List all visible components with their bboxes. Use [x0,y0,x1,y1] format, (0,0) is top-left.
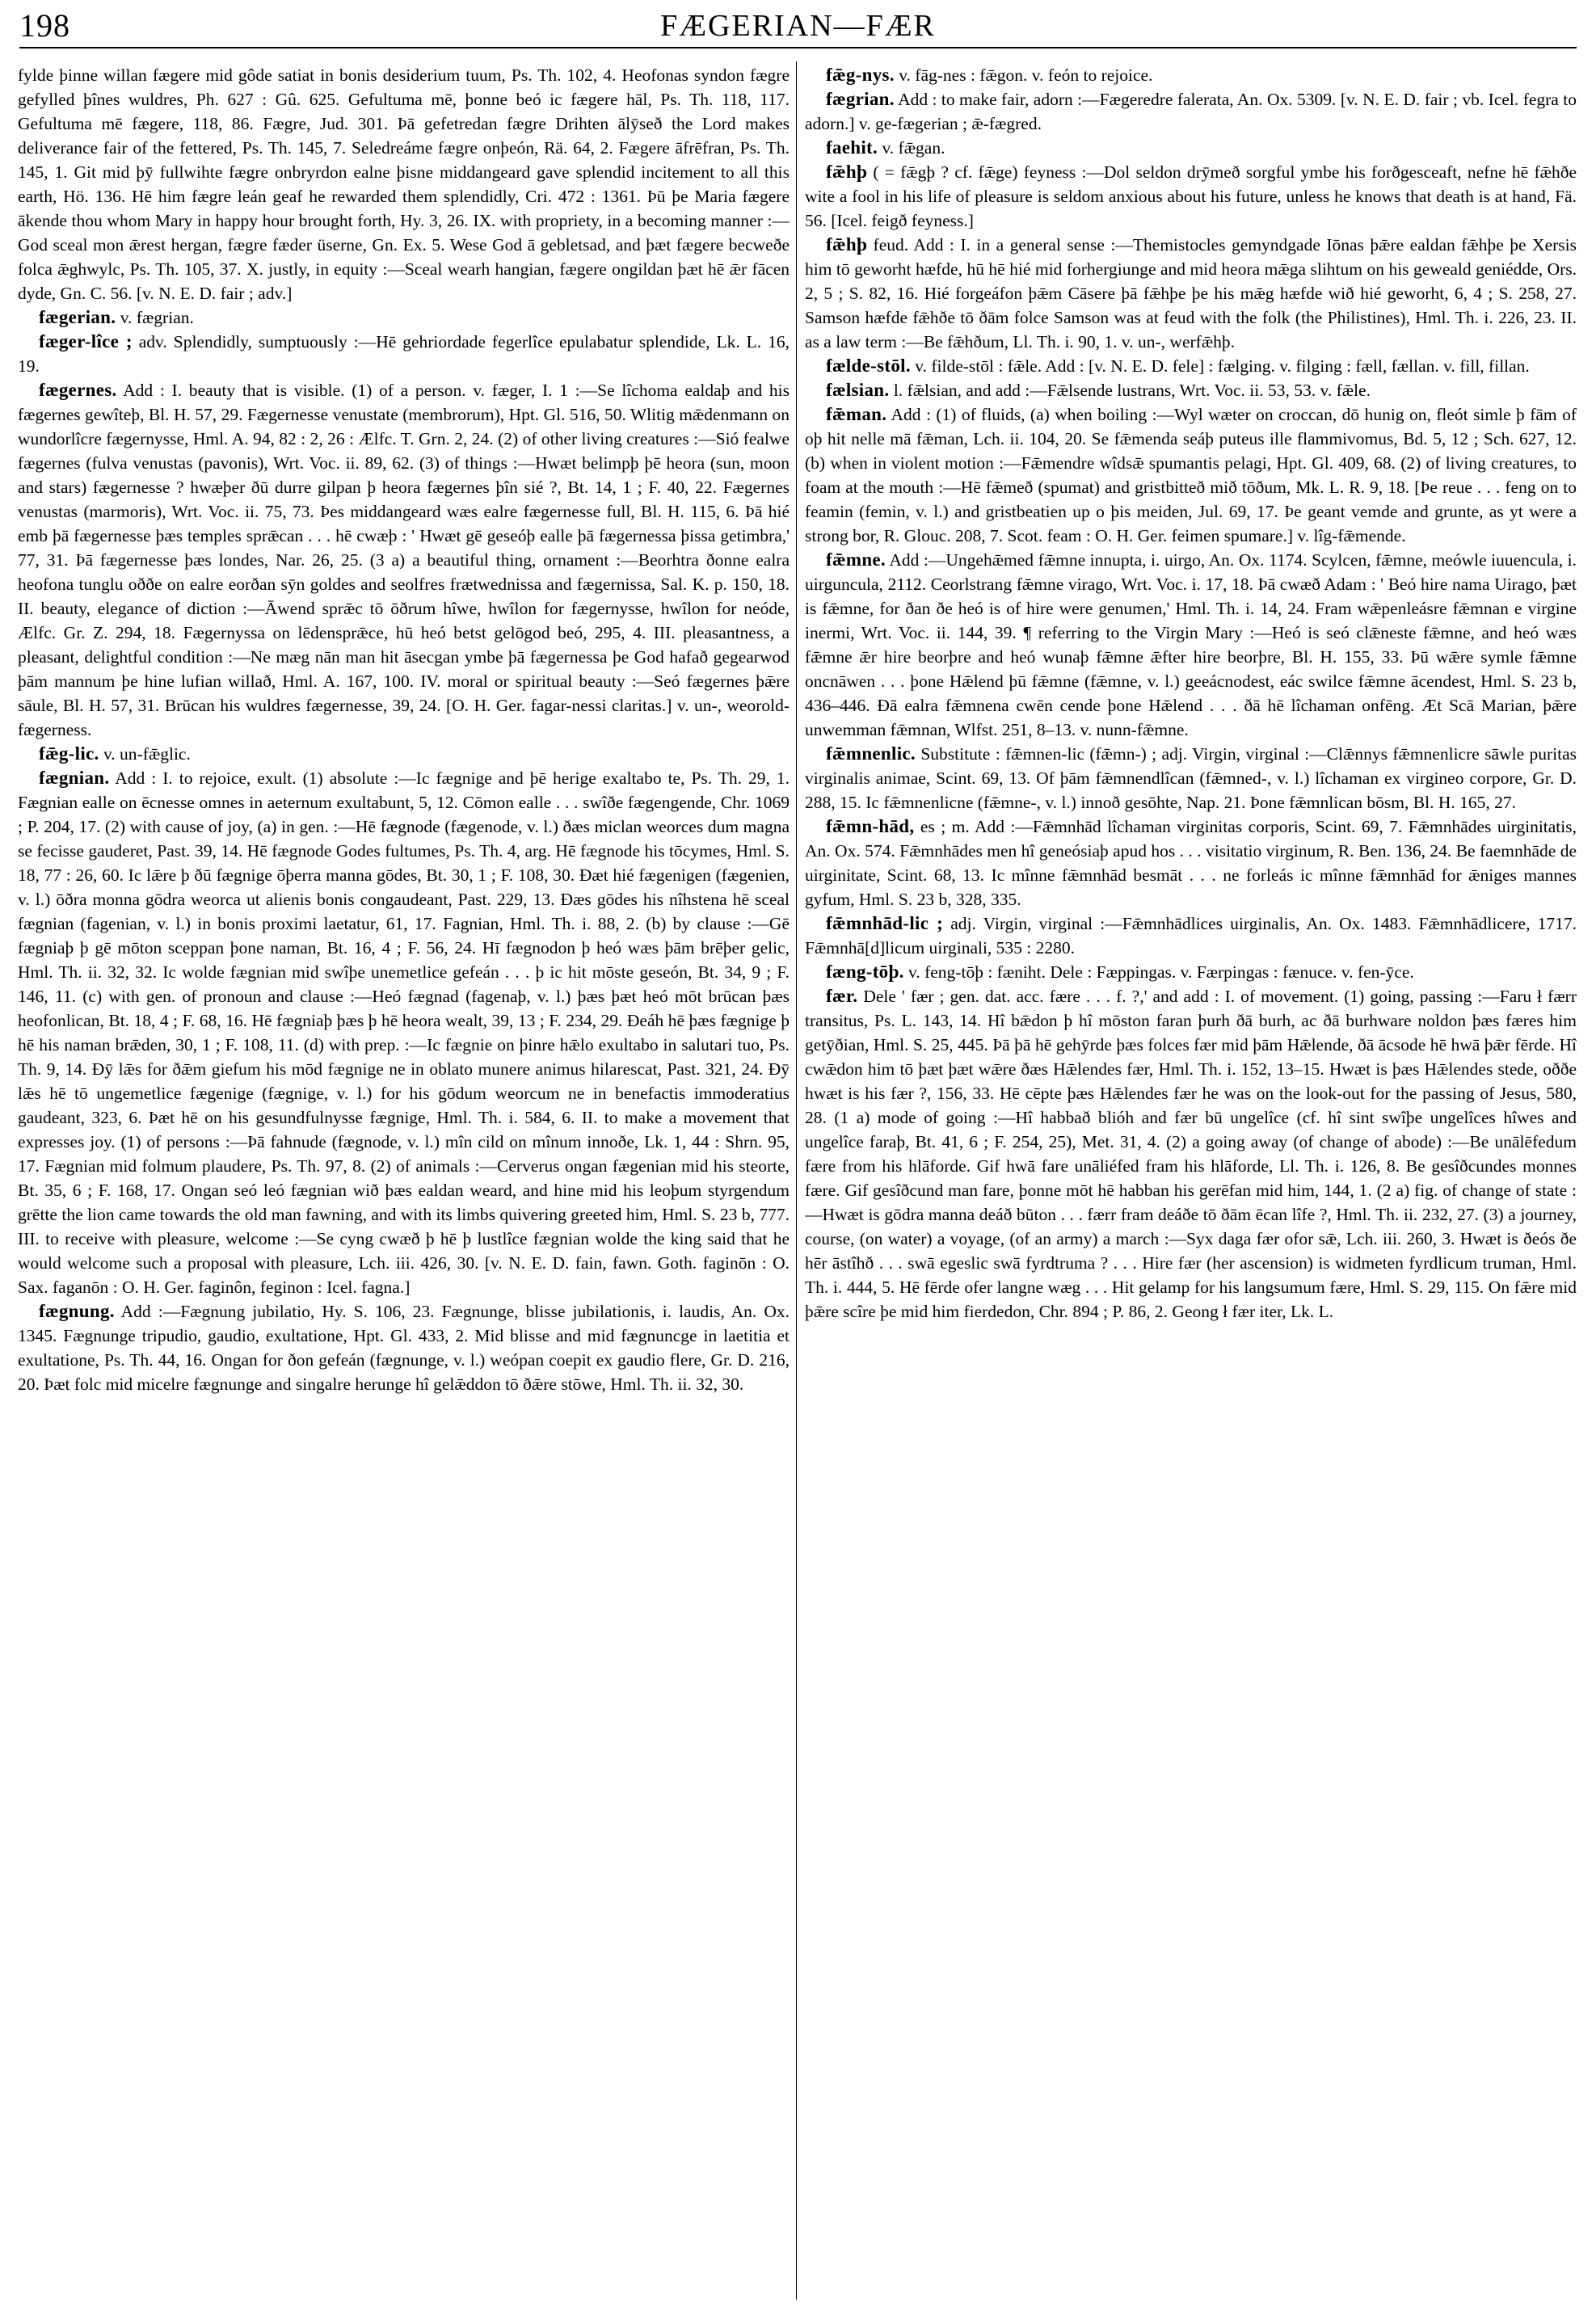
dictionary-entry [18,378,790,742]
entry-headword: fægrian. [826,89,895,109]
entry-text: adj. Virgin, virginal :—Fǣmnhādlices uirginalis, An. Ox. 1483. Fǣmnhādlicere, 1717. Fǣmnhā[d]licum uirginali, 535 : 2280. [805,914,1577,958]
entry-headword: fǣmne. [826,549,886,570]
entry-headword: fǣhþ [826,162,868,182]
dictionary-entry [805,402,1577,548]
entry-text: v. fǣgan. [882,138,945,158]
entry-headword: fæng-tōþ. [826,962,904,982]
entry-headword: fægernes. [39,380,117,400]
entry-text: feud. Add : I. in a general sense :—Themistocles gemyndgade Iōnas þǣre ealdan fǣhþe þe Xersis him tō geworht hæfde, hū hē hié mid forhergiunge and mid heora mǣga slihtum on his geweald geniédde, Ors. 2, 5 ; S. 82, 16. Hié forgeáfon þǣm Cāsere þā fǣhþe þe his mǣg hæfde wið hié geworht, 6, 4 ; S. 258, 27. Samson hæfde fǣhðe tō ðām folce Samson was at feud with the folk (the Philistines), Hml. Th. i. 226, 23. II. as a law term :—Be fǣhðum, Ll. Th. i. 90, 1. v. un-, werfǣhþ. [805,235,1577,351]
entry-text: v. filde-stōl : fǣle. Add : [v. N. E. D. fele] : fælging. v. filging : fæll, fællan. v. fill, fillan. [915,356,1530,376]
entry-headword: fægnung. [39,1301,115,1321]
entry-text: Add : to make fair, adorn :—Fægeredre falerata, An. Ox. 5309. [v. N. E. D. fair ; vb. Icel. fegra to adorn.] v. ge-fægerian ; ǣ-fægred. [805,90,1577,133]
running-head: FÆGERIAN—FÆR [660,9,936,43]
entry-headword: fæger-lîce ; [39,331,133,351]
dictionary-entry [805,911,1577,960]
entry-headword: fær. [826,986,858,1006]
dictionary-entry [18,742,790,766]
entry-headword: fægerian. [39,307,116,327]
entry-headword: fægnian. [39,768,110,788]
entry-headword: fǣmnhād-lic ; [826,913,944,933]
dictionary-entry [805,160,1577,233]
dictionary-entry [805,984,1577,1324]
entry-text: Add : I. beauty that is visible. (1) of a person. v. fæger, I. 1 :—Se lîchoma ealdaþ and his fægernes gewîteþ, Bl. H. 57, 29. Fægernesse venustate (membrorum), Hpt. Gl. 516, 50. Wlitig mǣdenmann on wundorlîcre fægernysse, Hml. A. 94, 82 : 2, 26 : Ælfc. T. Grn. 2, 24. (2) of other living creatures :—Sió fealwe fægernes (fulva venustas (pavonis), Wrt. Voc. ii. 89, 62. (3) of things :—Hwæt belimpþ þē heora (sun, moon and stars) fægernesse ? hwæþer ðū durre gilpan þ heora fægernes þîn sié ?, Bt. 14, 1 ; F. 40, 22. Fægernes venustas (marmoris), Wrt. Voc. ii. 75, 73. Þes middangeard wæs ealre fægernesse full, Bl. H. 115, 6. Þā hié emb þā fægernesse þæs temples sprǣcan . . . hē cwæþ : ' Hwæt gē geseóþ ealle þā fægernessa þissa getimbra,' 77, 31. Þā fægernesse þæs londes, Nar. 26, 25. (3 a) a beautiful thing, ornament :—Beorhtra ðonne ealra heofona tunglu oððe on ealre eorðan sȳn goldes and seolfres frætwednissa and fægernissa, Sal. K. p. 150, 18. II. beauty, elegance of diction :—Āwend sprǣc tō ōðrum hîwe, hwîlon for fægernysse, hwîlon for neóde, Ælfc. Gr. Z. 294, 18. Fægernyssa on lēdensprǣce, hū heó betst gelōgod beó, 295, 4. III. pleasantness, a pleasant, delightful condition :—Ne mæg nān man hit āsecgan ymbe þā fægernessa þe God hafað gegearwod þām mannum þe hine lufian willað, Hml. A. 167, 100. IV. moral or spiritual beauty :—Seó fægernes þǣre sāule, Bl. H. 57, 31. Brūcan his wuldres fægernesse, 39, 24. [O. H. Ger. fagar-nessi claritas.] v. un-, weorold-fægerness. [18,381,790,739]
entry-headword: fælsian. [826,380,890,400]
entry-text: v. fāg-nes : fǣgon. v. feón to rejoice. [899,65,1153,85]
entry-text: l. fǣlsian, and add :—Fǣlsende lustrans, Wrt. Voc. ii. 53, 53. v. fǣle. [893,381,1371,400]
page-number: 198 [19,7,70,44]
entry-text: fylde þinne willan fægere mid gôde satiat in bonis desiderium tuum, Ps. Th. 102, 4. Heofonas syndon fægre gefylled þînes wuldres, Ph. 627 : Gû. 625. Gefultuma mē, þonne beó ic fægere hāl, Ps. Th. 118, 117. Gefultuma mē fægere, 118, 86. Fægre, Jud. 301. Þā gefetredan fægre Drihten ālȳseð the Lord makes deliverance fair of the fettered, Ps. Th. 145, 7. Seledreáme fægre onþeón, Rä. 64, 2. Fægere āfrēfran, Ps. Th. 145, 1. Git mid þȳ fullwihte fægre onbryrdon ealne þisne middangeard gave splendid incitement to all this earth, Hö. 136. Hē him fægre leán geaf he rewarded them splendidly, Cri. 472 : 1361. Þū þe Maria fægere ākende thou whom Mary in happy hour brought forth, Hy. 3, 26. IX. with propriety, in a becoming manner :—God sceal mon ǣrest hergan, fægre fæder üserne, Gn. Ex. 5. Wese God ā gebletsad, and þæt fægere becweðe folca ǣghwylc, Ps. Th. 105, 37. X. justly, in equity :—Sceal wearh hangian, fægere ongildan þæt hē ǣr fācen dyde, Gn. C. 56. [v. N. E. D. fair ; adv.] [18,65,790,303]
entry-text: ( = fǣgþ ? cf. fǣge) feyness :—Dol seldon drȳmeð sorgful ymbe his forðgesceaft, nefne hē fǣhðe wite a fool in his life of pleasure is seldom anxious about his future, unless he knows that death is at hand, Fä. 56. [Icel. feigð feyness.] [805,162,1577,230]
column-divider [796,61,797,2300]
dictionary-entry [805,136,1577,160]
entry-text: adv. Splendidly, sumptuously :—Hē gehriordade fegerlîce epulabatur splendide, Lk. L. 16, 19. [18,332,790,376]
dictionary-entry [805,815,1577,911]
left-column [18,63,790,2293]
entry-text: Add : I. to rejoice, exult. (1) absolute :—Ic fægnige and þē herige exaltabo te, Ps. Th. 29, 1. Fægnian ealle on ēcnesse omnes in aeternum exultabunt, 5, 12. Cōmon ealle . . . swîðe fægengende, Chr. 1069 ; P. 204, 17. (2) with cause of joy, (a) in gen. :—Hē fægnode (fægenode, v. l.) ðæs miclan weorces dum magna se fecisse gauderet, Past. 39, 14. Hē fægnode Godes fultumes, Ps. Th. 4, arg. Hē fægnode his tōcymes, Hml. S. 18, 77 : 26, 60. Ic lǣre þ ðū fægnige ōþerra manna gōdes, Bt. 30, 1 ; F. 108, 30. Ðæt hié fægenigen (fægenien, v. l.) ōðra monna gōdra weorca ut alienis bonis congaudeant, Past. 229, 13. Ðæs gōdes his nîhstena hē sceal fægnian (fagenian, v. l.) in bonis proximi laetatur, 61, 17. Fagnian, Hml. Th. i. 88, 2. (b) by clause :—Gē fægniaþ þ gē mōton sceppan þone naman, Bt. 16, 4 ; F. 56, 24. Hī fægnodon þ heó wæs þām brēþer gelic, Hml. Th. ii. 32, 32. Ic wolde fægnian mid swîþe unemetlice gefeán . . . þ ic hit mōste geseón, Bt. 34, 9 ; F. 146, 11. (c) with gen. of pronoun and clause :—Heó fægnad (fagenaþ, v. l.) þæs þæt heó mōt brūcan þæs heofonlican, Bt. 18, 4 ; F. 68, 16. Hē fægniaþ þæs þ hē heora wealt, 39, 13 ; F. 234, 29. Ðeáh hē þæs fægnige þ hē his naman brǣden, 30, 1 ; F. 108, 11. (d) with prep. :—Ic fægnie on þinre hǣlo exultabo in salutari tuo, Ps. Th. 9, 14. Ðȳ lǣs for ðǣm giefum his mōd fægnige ne in oblato munere animus hilarescat, Past. 321, 24. Ðȳ lǣs hē tō ungemetlice fægenige (fægnige, v. l.) for his gōdum weorcum ne in benefactis immoderatius gaudeant, 323, 6. Þæt hē on his gesundfulnysse fægnige, Hml. Th. i. 584, 6. II. to make a movement that expresses joy. (1) of persons :—Þā fahnude (fægnode, v. l.) mîn cild on mînum innoðe, Lk. 1, 44 : Shrn. 95, 17. Fægnian mid folmum plaudere, Ps. Th. 97, 8. (2) of animals :—Cerverus ongan fægenian mid his steorte, Bt. 35, 6 ; F. 168, 17. Ongan seó leó fægnian wið þæs ealdan weard, and hine mid his leoþum styrgendum grētte the lion came towards the old man fawning, and with its limbs quivering greeted him, Hml. S. 23 b, 777. III. to receive with pleasure, welcome :—Se cyng cwæð þ hē þ lustlîce fægnian wolde the king said that he would welcome such a proposal with pleasure, Lch. iii. 426, 30. [v. N. E. D. fain, fawn. Goth. faginōn : O. Sax. faganōn : O. H. Ger. faginôn, feginon : Icel. fagna.] [18,768,790,1297]
dictionary-entry [805,63,1577,87]
entry-text: Add :—Fægnung jubilatio, Hy. S. 106, 23. Fægnunge, blisse jubilationis, i. laudis, An. Ox. 1345. Fægnunge tripudio, gaudio, exultatione, Hpt. Gl. 433, 2. Mid blisse and mid fægnuncge in laetitia et exultatione, Ps. Th. 44, 16. Ongan for ðon gefeán (fægnunge, v. l.) weópan coepit ex gaudio flere, Gr. D. 216, 20. Þæt folc mid micelre fægnunge and singalre herunge hî gelǣddon tō ðǣre stōwe, Hml. Th. ii. 32, 30. [18,1302,790,1394]
entry-text: Dele ' fær ; gen. dat. acc. fære . . . f. ?,' and add : I. of movement. (1) going, passing :—Faru ł færr transitus, Ps. L. 143, 14. Hî bǣdon þ hî mōston faran þurh ðā burh, ac ðā burhware noldon þæs færes him getȳðian, Hml. S. 25, 445. Þā þā hē gehȳrde þæs folces fær mid þām Hǣlende, ðā ācsode hē hwā þǣr fērde. Hî cwǣdon him tō þæt þæt wǣre ðæs Hǣlendes fær, Hml. Th. i. 152, 13–15. Hwæt is þæs Hǣlendes stede, oððe hwæt is his fær ?, 156, 33. Hē cēpte þæs Hǣlendes fær he was on the look-out for the passing of Jesus, 580, 28. (1 a) mode of going :—Hî habbað blióh and fær bū ungelîce (cf. hî sint swîþe ungelîces hîwes and ungelîce faraþ, Bt. 41, 6 ; F. 254, 25), Met. 31, 4. (2) a going away (of change of abode) :—Be unālēfedum fære from his hlāforde. Gif hwā fare unāliéfed fram his hlāforde, Ll. Th. i. 126, 8. Be gesîðcundes monnes fære. Gif gesîðcund man fare, þonne mōt hē habban his gerēfan mid him, 144, 1. (2 a) fig. of change of state :—Hwæt is gōdra manna deáð būton . . . færr fram deáðe tō ðām ēcan lîfe ?, Hml. Th. ii. 232, 27. (3) a journey, course, (on water) a voyage, (of an army) a march :—Syx daga fær ofor sǣ, Lch. iii. 260, 3. Hwæt is ðeós ðe hēr āstîhð . . . swā egeslic swā fyrdtruma ? . . . Hire fær (her ascension) is widmeten fyrdlicum truman, Hml. Th. i. 444, 5. Hē fērde ofer langne wæg . . . Hit gelamp for his langsumum fære, Hml. S. 29, 115. On fǣre mid þǣre scîre þe mid him fierdedon, Chr. 894 ; P. 86, 2. Geong ł fær iter, Lk. L. [805,987,1577,1321]
entry-headword: fǣg-nys. [826,65,895,85]
entry-text: Substitute : fǣmnen-lic (fǣmn-) ; adj. Virgin, virginal :—Clǣnnys fǣmnenlicre sāwle puritas virginalis animae, Scint. 69, 13. Of þām fǣmnendlîcan (fǣmned-, v. l.) lîchaman ex virgineo corpore, Gr. D. 288, 15. Ic fǣmnenlicne (fǣmne-, v. l.) innoð gesōhte, Nap. 21. Þone fǣmnlican bōsm, Bl. H. 165, 27. [805,744,1577,812]
entry-text: es ; m. Add :—Fǣmnhād lîchaman virginitas corporis, Scint. 69, 7. Fǣmnhādes uirginitatis, An. Ox. 574. Fǣmnhādes men hî geneósiaþ apud hos . . . visitatio virginum, R. Ben. 136, 24. Be faemnhāde de uirginitate, Scint. 68, 13. Ic mînne fǣmnhād besmāt . . . ne forleás ic mînne fǣmnhād for ǣniges mannes gyfum, Hml. S. 23 b, 328, 335. [805,817,1577,909]
dictionary-entry [805,548,1577,742]
entry-headword: fǣman. [826,404,887,424]
entry-text: v. un-fǣglic. [103,744,191,764]
entry-text: v. feng-tōþ : fæniht. Dele : Fæppingas. v. Færpingas : fænuce. v. fen-ȳce. [908,962,1414,982]
entry-headword: fǣg-lic. [39,743,99,764]
dictionary-entry [805,87,1577,136]
dictionary-entry [805,742,1577,815]
entry-text: Add : (1) of fluids, (a) when boiling :—Wyl wæter on croccan, dō hunig on, fleót simle þ fām of oþ hit nelle mā fǣman, Lch. ii. 104, 20. Se fǣmenda seáþ puteus ille flammivomus, Bd. 5, 12 ; Sch. 627, 12. (b) when in violent motion :—Fǣmendre wîdsǣ spumantis pelagi, Hpt. Gl. 409, 68. (2) of living creatures, to foam at the mouth :—Hē fǣmeð (spumat) and gristbitteð mið tōðum, Mk. L. R. 9, 18. [Þe reue . . . feng on to feamin (femin, v. l.) and gristbeatien up o þis meiden, Jul. 69, 17. Þe geant vemde and grunte, as yt were a strong bor, R. Glouc. 208, 7. Scot. feam : O. H. Ger. feimen spumare.] v. lîg-fǣmende. [805,405,1577,545]
dictionary-entry [18,305,790,330]
entry-headword: faehit. [826,137,878,158]
dictionary-entry [805,354,1577,378]
entry-text: v. fægrian. [120,308,194,327]
dictionary-entry [805,960,1577,984]
entry-headword: fǣhþ [826,234,868,255]
dictionary-entry [18,766,790,1299]
right-column [805,63,1577,2293]
dictionary-entry [18,1299,790,1396]
dictionary-entry [805,233,1577,354]
entry-text: Add :—Ungehǣmed fǣmne innupta, i. uirgo, An. Ox. 1174. Scylcen, fǣmne, meówle iuuencula, i. uirguncula, 2112. Ceorlstrang fǣmne virago, Wrt. Voc. i. 17, 18. Þā cwæð Adam : ' Beó hire nama Uirago, þæt is fǣmne, for ðan ðe heó is of hire were genumen,' Hml. Th. i. 14, 24. Fram wǣpenleásre fǣmnan e virgine inermi, Wrt. Voc. ii. 144, 39. ¶ referring to the Virgin Mary :—Heó is seó clǣneste fǣmne, and heó wæs fǣmne ǣr hire beorþre and heó wunaþ fǣmne ǣfter hire beorþre, Bl. H. 155, 33. Þū wǣre symle fǣmne oncnāwen . . . þone Hǣlend þū fǣmne (fǣmne, v. l.) geeácnodest, eác swilce fǣmne ācendest, Hml. S. 23 b, 436–446. Ðā ealra fǣmnena cwēn cende þone Hǣlend . . . ðā hē lîchaman onfēng. Æt Scā Marian, þǣre unwemman fǣmnan, Wlfst. 251, 8–13. v. nunn-fǣmne. [805,550,1577,739]
entry-headword: fælde-stōl. [826,356,911,376]
entry-headword: fǣmnenlic. [826,743,916,764]
dictionary-entry [805,378,1577,402]
entry-headword: fǣmn-hād, [826,816,915,836]
dictionary-entry [18,63,790,305]
page-header [19,5,1577,48]
dictionary-entry [18,330,790,378]
